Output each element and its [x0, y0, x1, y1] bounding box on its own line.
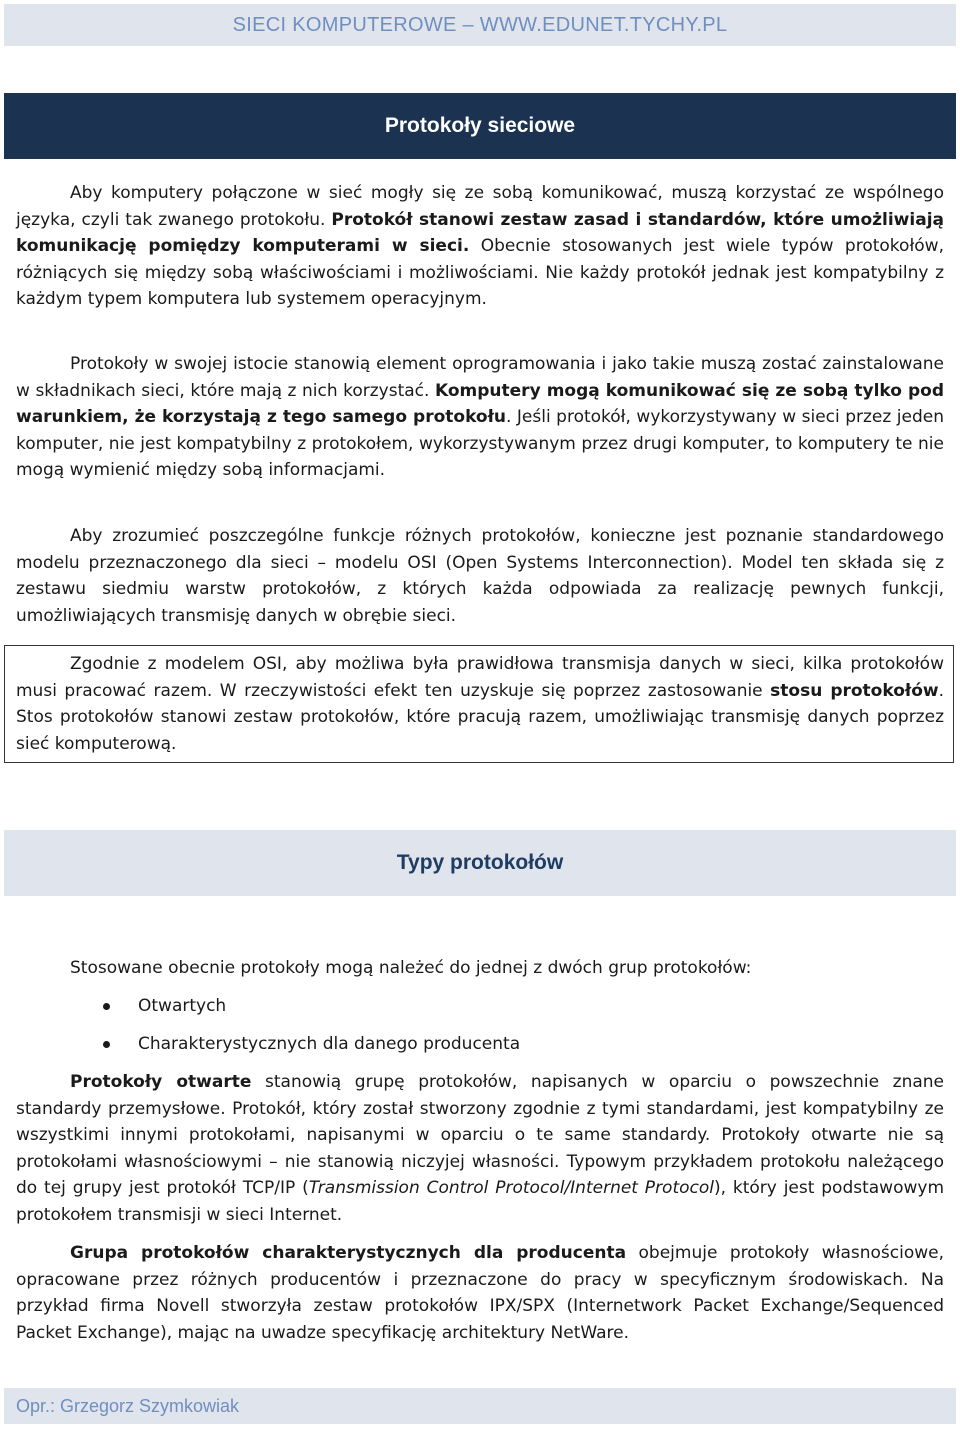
paragraph-intro-text: Aby komputery połączone w sieć mogły się ze sobą komunikować, muszą korzystać ze wspólnego języka, czyli tak zwanego protokołu. — [16, 183, 944, 230]
paragraph-vendor-text: obejmuje protokoły własnościowe, opracowane przez różnych producentów i przeznaczone do pracy w specyficznym środowiskach. Na przykład firma Novell stworzyła zestaw protokołów IPX/SPX (Internetwork Packet Exchange/Sequenced Packet Exchange), mając na uwadze specyfikację architektury NetWare. — [16, 1243, 944, 1343]
page-header: SIECI KOMPUTEROWE – WWW.EDUNET.TYCHY.PL — [4, 4, 956, 46]
paragraph-software-rest: . Jeśli protokół, wykorzystywany w sieci przez jeden komputer, nie jest kompatybilny z protokołem, wykorzystywanym przez drugi komputer, to komputery te nie mogą wymienić między sobą informacjami. — [16, 407, 944, 480]
osi-note-text-a: Zgodnie z modelem OSI, aby możliwa była prawidłowa transmisja danych w sieci, kilka protokołów musi pracować razem. W rzeczywistości efekt ten uzyskuje się poprzez zastosowanie — [16, 654, 944, 701]
osi-note-text-c: . Stos protokołów stanowi zestaw protokołów, które pracują razem, umożliwiając transmisję danych poprzez sieć komputerową. — [16, 680, 944, 754]
bullet-icon — [103, 1041, 110, 1048]
paragraph-osi — [16, 523, 944, 629]
paragraph-software-bold: Komputery mogą komunikować się ze sobą tylko pod warunkiem, że korzystają z tego samego protokołu — [16, 380, 945, 427]
paragraph-open-bold: Protokoły otwarte — [70, 1072, 252, 1092]
osi-note-box — [4, 645, 954, 763]
list-item — [0, 987, 960, 1025]
types-list — [0, 987, 960, 1063]
types-intro-text: Stosowane obecnie protokoły mogą należeć do jednej z dwóch grup protokołów: — [70, 958, 752, 978]
paragraph-intro — [16, 180, 944, 313]
paragraph-open-italic: Transmission Control Protocol/Internet Protocol — [308, 1178, 714, 1198]
paragraph-open-rest: ), który jest podstawowym protokołem transmisji w sieci Internet. — [16, 1178, 945, 1225]
paragraph-intro-rest: Obecnie stosowanych jest wiele typów protokołów, różniących się między sobą właściwościami i możliwościami. Nie każdy protokół jednak jest kompatybilny z każdym typem komputera lub systemem operacyjnym. — [16, 236, 944, 309]
paragraph-open-protocols — [16, 1069, 944, 1228]
page-footer: Opr.: Grzegorz Szymkowiak — [4, 1388, 956, 1424]
list-item-label: Otwartych — [138, 996, 227, 1016]
paragraph-osi-text: Aby zrozumieć poszczególne funkcje różnych protokołów, konieczne jest poznanie standardowego modelu przeznaczonego dla sieci – modelu OSI (Open Systems Interconnection). Model ten składa się z zestawu siedmiu warstw protokołów, z których każda odpowiada za realizację pewnych funkcji, umożliwiających transmisję danych w obrębie sieci. — [16, 526, 944, 626]
osi-note-bold: stosu protokołów — [770, 680, 939, 701]
types-intro — [16, 955, 944, 982]
section-title-protocols: Protokoły sieciowe — [4, 93, 956, 159]
osi-note-text — [16, 651, 944, 757]
paragraph-intro-bold: Protokół stanowi zestaw zasad i standardów, które umożliwiają komunikację pomiędzy komputerami w sieci. — [16, 209, 944, 256]
list-item-label: Charakterystycznych dla danego producenta — [138, 1034, 521, 1054]
list-item — [0, 1025, 960, 1063]
paragraph-vendor-bold: Grupa protokołów charakterystycznych dla producenta — [70, 1243, 627, 1263]
paragraph-vendor-protocols — [16, 1240, 944, 1346]
paragraph-software-text: Protokoły w swojej istocie stanowią element oprogramowania i jako takie muszą zostać zainstalowane w składnikach sieci, które mają z nich korzystać. — [16, 354, 944, 401]
bullet-icon — [103, 1003, 110, 1010]
paragraph-software — [16, 351, 944, 484]
section-title-types: Typy protokołów — [4, 830, 956, 896]
paragraph-open-text: stanowią grupę protokołów, napisanych w oparciu o powszechnie znane standardy przemysłowe. Protokół, który został stworzony zgodnie z tymi standardami, jest kompatybilny ze wszystkimi innymi protokołami, napisanymi w oparciu o te same standardy. Protokoły otwarte nie są protokołami własnościowymi – nie stanowią niczyjej własności. Typowym przykładem protokołu należącego do tej grupy jest protokół TCP/IP ( — [16, 1072, 945, 1198]
